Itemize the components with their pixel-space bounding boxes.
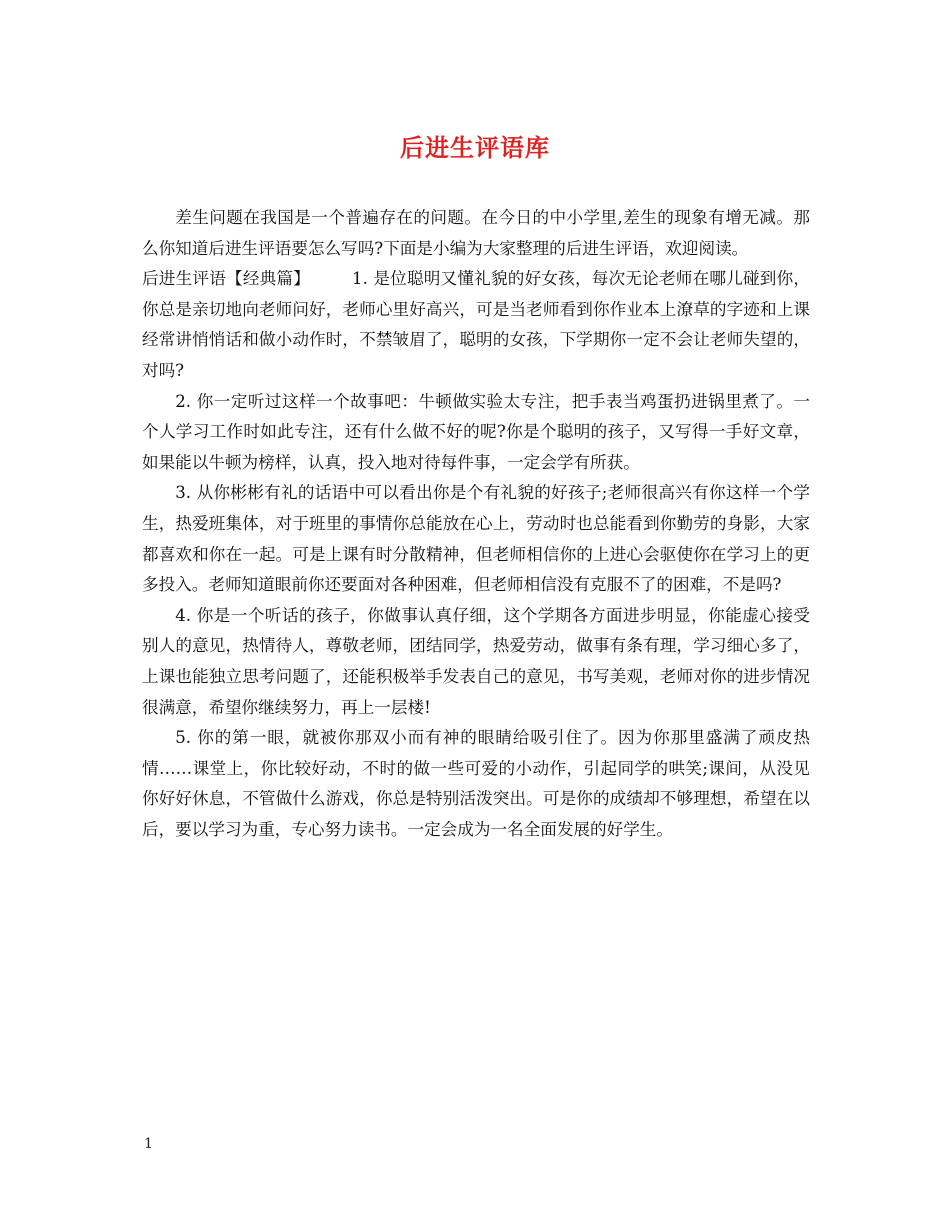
comment-item-3: 3. 从你彬彬有礼的话语中可以看出你是个有礼貌的好孩子;老师很高兴有你这样一个学生，热爱班集体，对于班里的事情你总能放在心上，劳动时也总能看到你勤劳的身影，大家都喜欢和你在一起。可是上课有时分散精神，但老师相信你的上进心会驱使你在学习上的更多投入。老师知道眼前你还要面对各种困难，但老师相信没有克服不了的困难，不是吗? xyxy=(142,483,810,595)
comment-item-4: 4. 你是一个听话的孩子，你做事认真仔细，这个学期各方面进步明显，你能虚心接受别人的意见，热情待人，尊敬老师，团结同学，热爱劳动，做事有条有理，学习细心多了，上课也能独立思考问题了，还能积极举手发表自己的意见，书写美观，老师对你的进步情况很满意，希望你继续努力，再上一层楼! xyxy=(142,605,810,717)
comment-item-2: 2. 你一定听过这样一个故事吧：牛顿做实验太专注，把手表当鸡蛋扔进锅里煮了。一个人学习工作时如此专注，还有什么做不好的呢?你是个聪明的孩子，又写得一手好文章，如果能以牛顿为榜样，认真，投入地对待每件事，一定会学有所获。 xyxy=(142,391,810,472)
page-number: 1 xyxy=(144,1136,153,1152)
document-body xyxy=(142,203,810,845)
comment-item-5: 5. 你的第一眼，就被你那双小而有神的眼睛给吸引住了。因为你那里盛满了顽皮热情……课堂上，你比较好动，不时的做一些可爱的小动作，引起同学的哄笑;课间，从没见你好好休息，不管做什么游戏，你总是特别活泼突出。可是你的成绩却不够理想，希望在以后，要以学习为重，专心努力读书。一定会成为一名全面发展的好学生。 xyxy=(142,728,810,839)
first-item-paragraph xyxy=(142,264,810,386)
comment-item-1: 1. 是位聪明又懂礼貌的好女孩，每次无论老师在哪儿碰到你，你总是亲切地向老师问好，老师心里好高兴，可是当老师看到你作业本上潦草的字迹和上课经常讲悄悄话和做小动作时，不禁皱眉了，聪明的女孩，下学期你一定不会让老师失望的，对吗? xyxy=(142,269,811,380)
document-title: 后进生评语库 xyxy=(400,133,550,162)
intro-paragraph: 差生问题在我国是一个普遍存在的问题。在今日的中小学里,差生的现象有增无减。那么你知道后进生评语要怎么写吗?下面是小编为大家整理的后进生评语，欢迎阅读。 xyxy=(142,208,810,258)
section-heading: 后进生评语【经典篇】 xyxy=(142,269,311,289)
